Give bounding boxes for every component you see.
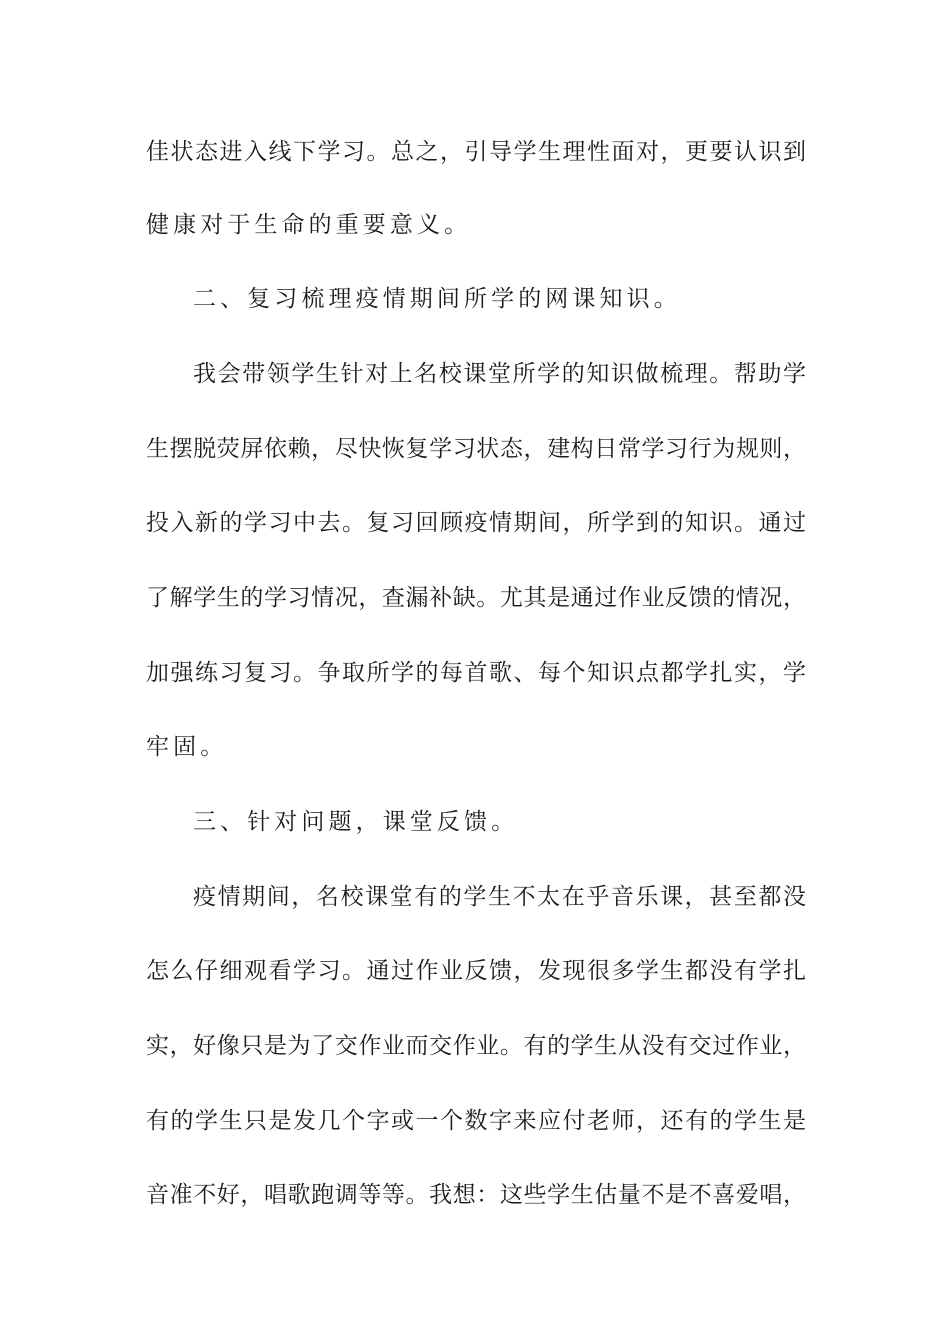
body-text-line: 疫情期间，名校课堂有的学生不太在乎音乐课，甚至都没 — [193, 884, 806, 910]
body-text-line: 健康对于生命的重要意义。 — [146, 212, 472, 238]
body-text-line: 怎么仔细观看学习。通过作业反馈，发现很多学生都没有学扎 — [146, 958, 806, 984]
body-text-line: 佳状态进入线下学习。总之，引导学生理性面对，更要认识到 — [146, 139, 806, 165]
section-heading: 三、针对问题，课堂反馈。 — [193, 809, 519, 835]
section-heading: 二、复习梳理疫情期间所学的网课知识。 — [193, 286, 681, 312]
body-text-line: 了解学生的学习情况，查漏补缺。尤其是通过作业反馈的情况， — [146, 585, 806, 611]
body-text-line: 音准不好，唱歌跑调等等。我想：这些学生估量不是不喜爱唱， — [146, 1182, 806, 1208]
body-text-line: 投入新的学习中去。复习回顾疫情期间，所学到的知识。通过 — [146, 510, 806, 536]
body-text-line: 牢固。 — [146, 734, 228, 760]
body-text-line: 我会带领学生针对上名校课堂所学的知识做梳理。帮助学 — [193, 361, 806, 387]
body-text-line: 生摆脱荧屏依赖，尽快恢复学习状态，建构日常学习行为规则， — [146, 436, 806, 462]
body-text-line: 实，好像只是为了交作业而交作业。有的学生从没有交过作业， — [146, 1033, 806, 1059]
body-text-line: 有的学生只是发几个字或一个数字来应付老师，还有的学生是 — [146, 1108, 806, 1134]
body-text-line: 加强练习复习。争取所学的每首歌、每个知识点都学扎实，学 — [146, 660, 806, 686]
